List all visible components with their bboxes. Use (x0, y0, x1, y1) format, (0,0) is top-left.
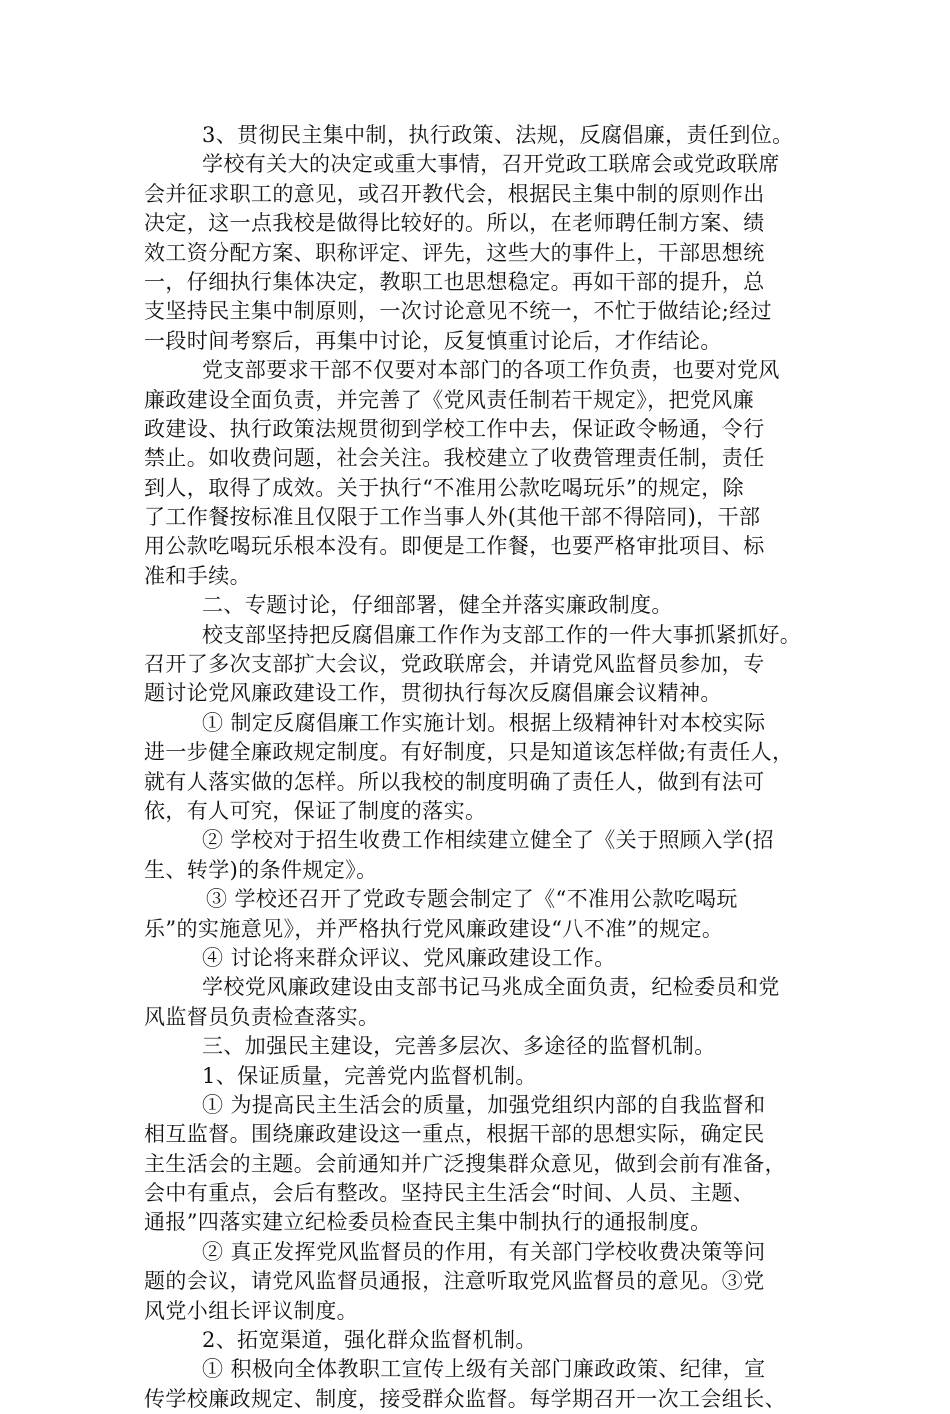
text-line: 准和手续。 (144, 563, 251, 588)
text-line: ① 为提高民主生活会的质量，加强党组织内部的自我监督和 (202, 1092, 766, 1117)
text-line: 支坚持民主集中制原则，一次讨论意见不统一，不忙于做结论;经过 (144, 299, 773, 324)
text-line: 相互监督。围绕廉政建设这一重点，根据干部的思想实际，确定民 (144, 1122, 765, 1147)
text-line: 2、拓宽渠道，强化群众监督机制。 (202, 1328, 537, 1353)
text-line: 题讨论党风廉政建设工作，贯彻执行每次反腐倡廉会议精神。 (144, 681, 722, 706)
text-line: 政建设、执行政策法规贯彻到学校工作中去，保证政令畅通，令行 (144, 416, 765, 441)
text-line: 一段时间考察后，再集中讨论，反复慎重讨论后，才作结论。 (144, 328, 722, 353)
text-line: 一，仔细执行集体决定，教职工也思想稳定。再如干部的提升，总 (144, 269, 765, 294)
text-line: 就有人落实做的怎样。所以我校的制度明确了责任人，做到有法可 (144, 769, 765, 794)
text-line: ① 制定反腐倡廉工作实施计划。根据上级精神针对本校实际 (202, 710, 766, 735)
text-line: 会并征求职工的意见，或召开教代会，根据民主集中制的原则作出 (144, 181, 765, 206)
text-line: ② 学校对于招生收费工作相续建立健全了《关于照顾入学(招 (202, 828, 775, 853)
text-line: 题的会议，请党风监督员通报，注意听取党风监督员的意见。③党 (144, 1269, 765, 1294)
text-line: 传学校廉政规定、制度，接受群众监督。每学期召开一次工会组长、 (144, 1386, 786, 1411)
text-line: 了工作餐按标准且仅限于工作当事人外(其他干部不得陪同)，干部 (144, 505, 761, 530)
text-line: 三、加强民主建设，完善多层次、多途径的监督机制。 (202, 1034, 716, 1059)
text-line: 学校有关大的决定或重大事情，召开党政工联席会或党政联席 (202, 152, 780, 177)
text-line: ④ 讨论将来群众评议、党风廉政建设工作。 (202, 945, 616, 970)
text-line: 会中有重点，会后有整改。坚持民主生活会“时间、人员、主题、 (144, 1181, 755, 1206)
text-line: 乐”的实施意见》，并严格执行党风廉政建设“八不准”的规定。 (144, 916, 724, 941)
text-line: 通报”四落实建立纪检委员检查民主集中制执行的通报制度。 (144, 1210, 712, 1235)
text-line: ③ 学校还召开了党政专题会制定了《“不准用公款吃喝玩 (206, 887, 738, 912)
text-line: 风党小组长评议制度。 (144, 1298, 358, 1323)
text-line: ① 积极向全体教职工宣传上级有关部门廉政政策、纪律，宣 (202, 1357, 766, 1382)
text-line: 主生活会的主题。会前通知并广泛搜集群众意见，做到会前有准备， (144, 1151, 786, 1176)
text-line: ② 真正发挥党风监督员的作用，有关部门学校收费决策等问 (202, 1239, 766, 1264)
text-line: 召开了多次支部扩大会议，党政联席会，并请党风监督员参加，专 (144, 652, 765, 677)
text-line: 二、专题讨论，仔细部署，健全并落实廉政制度。 (202, 593, 673, 618)
text-line: 依，有人可究，保证了制度的落实。 (144, 798, 487, 823)
text-line: 决定，这一点我校是做得比较好的。所以，在老师聘任制方案、绩 (144, 211, 765, 236)
text-line: 禁止。如收费问题，社会关注。我校建立了收费管理责任制，责任 (144, 446, 765, 471)
text-line: 校支部坚持把反腐倡廉工作作为支部工作的一件大事抓紧抓好。 (202, 622, 802, 647)
text-line: 党支部要求干部不仅要对本部门的各项工作负责，也要对党风 (202, 358, 780, 383)
text-line: 学校党风廉政建设由支部书记马兆成全面负责，纪检委员和党 (202, 975, 780, 1000)
text-line: 生、转学)的条件规定》。 (144, 857, 378, 882)
text-line: 用公款吃喝玩乐根本没有。即便是工作餐，也要严格审批项目、标 (144, 534, 765, 559)
text-line: 效工资分配方案、职称评定、评先，这些大的事件上，干部思想统 (144, 240, 765, 265)
text-line: 到人，取得了成效。关于执行“不准用公款吃喝玩乐”的规定，除 (144, 475, 745, 500)
document-body (144, 121, 820, 1414)
text-line: 廉政建设全面负责，并完善了《党风责任制若干规定》，把党风廉 (144, 387, 755, 412)
text-line: 3、贯彻民主集中制，执行政策、法规，反腐倡廉，责任到位。 (202, 123, 794, 147)
text-line: 进一步健全廉政规定制度。有好制度，只是知道该怎样做;有责任人， (144, 740, 794, 765)
text-line: 1、保证质量，完善党内监督机制。 (202, 1063, 537, 1088)
text-line: 风监督员负责检查落实。 (144, 1004, 380, 1029)
